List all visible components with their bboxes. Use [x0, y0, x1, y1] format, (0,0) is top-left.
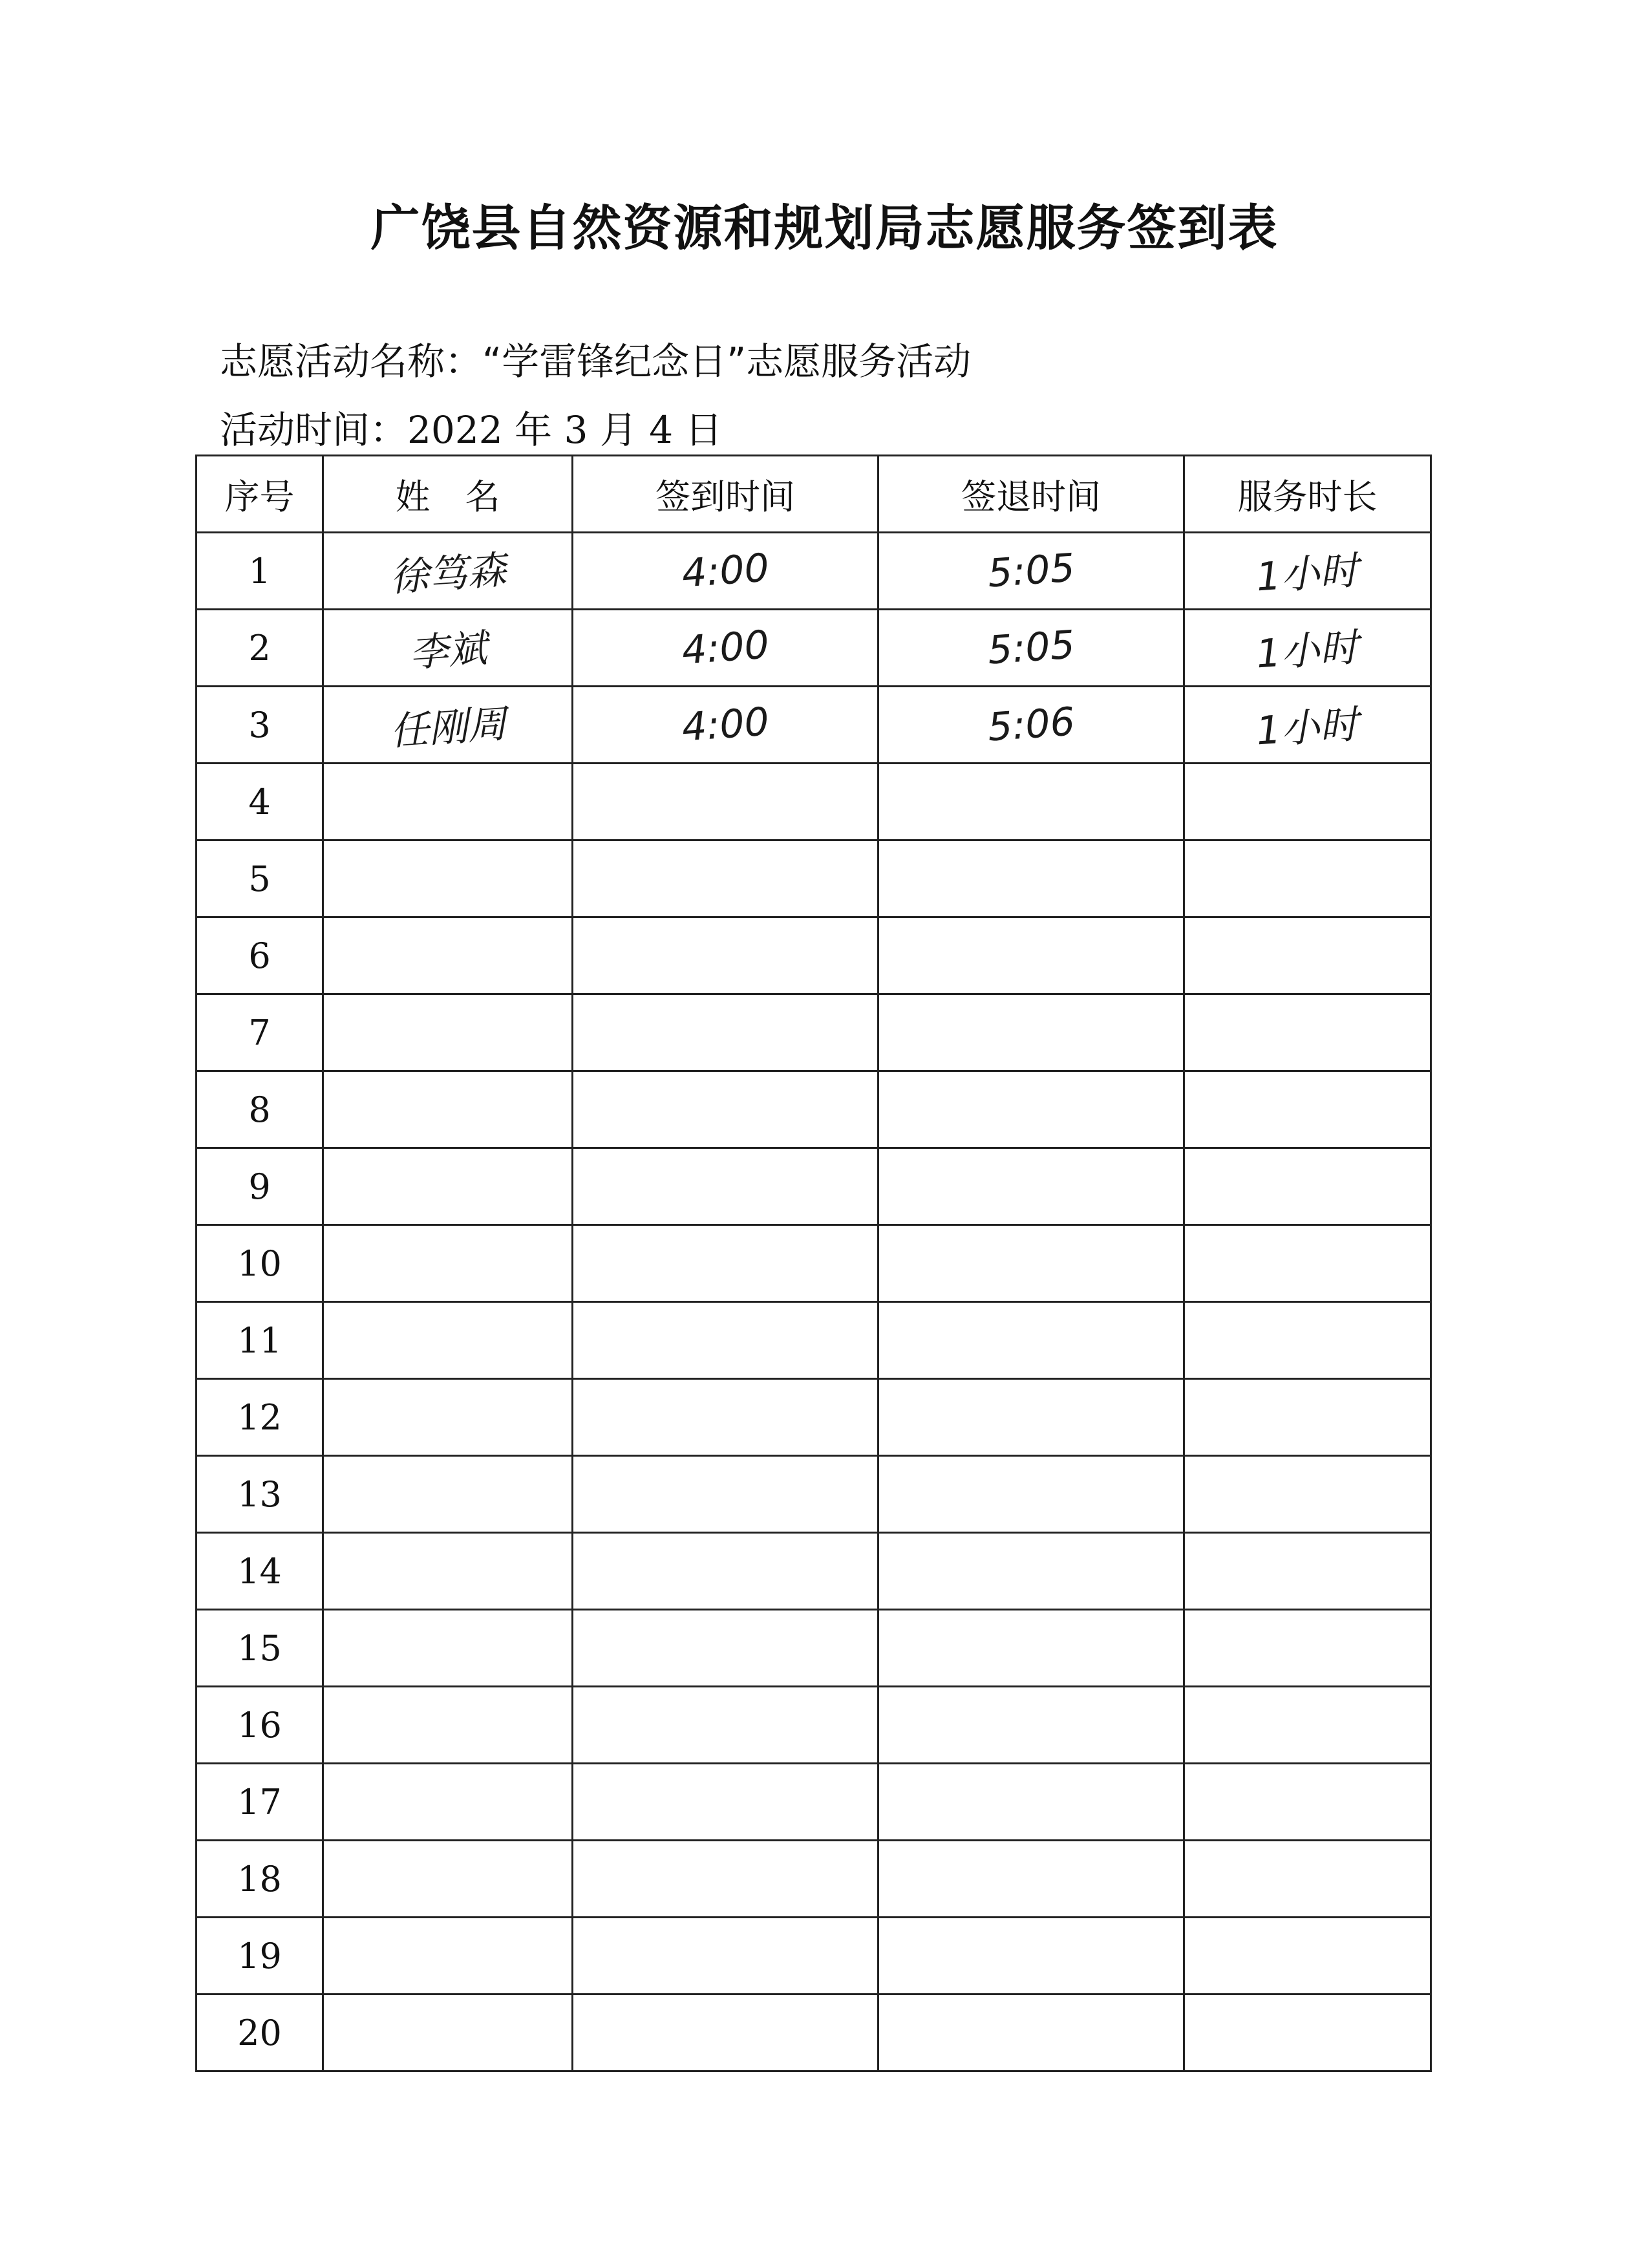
row-duration-cell — [1184, 687, 1431, 764]
row-sign-out-cell — [878, 994, 1184, 1071]
row-index-cell: 9 — [197, 1148, 323, 1225]
row-index-cell: 20 — [197, 1995, 323, 2071]
row-name-cell — [323, 1071, 573, 1148]
table-row — [197, 764, 1431, 840]
row-index-cell: 4 — [197, 764, 323, 840]
row-duration-cell — [1184, 1995, 1431, 2071]
row-sign-in-cell — [573, 1456, 878, 1533]
row-index-cell: 5 — [197, 840, 323, 917]
table-row — [197, 1918, 1431, 1995]
row-sign-in-cell — [573, 764, 878, 840]
row-sign-out-cell — [878, 1302, 1184, 1379]
row-name-cell — [323, 1764, 573, 1841]
table-row — [197, 1995, 1431, 2071]
row-duration-cell — [1184, 1533, 1431, 1610]
row-sign-out-cell — [878, 1071, 1184, 1148]
table-row — [197, 1071, 1431, 1148]
table-row — [197, 840, 1431, 917]
row-duration-cell — [1184, 1071, 1431, 1148]
row-name-cell — [323, 1918, 573, 1995]
row-name-cell — [323, 764, 573, 840]
row-sign-in-cell — [573, 1995, 878, 2071]
row-name-cell — [323, 1995, 573, 2071]
row-duration-cell — [1184, 533, 1431, 610]
table-row — [197, 917, 1431, 994]
row-duration-cell — [1184, 994, 1431, 1071]
row-sign-in-cell — [573, 994, 878, 1071]
row-sign-out-cell — [878, 1533, 1184, 1610]
row-name-handwriting: 徐笃森 — [388, 547, 508, 601]
row-duration-cell — [1184, 1764, 1431, 1841]
row-sign-out-cell — [878, 1610, 1184, 1687]
row-sign-out-cell — [878, 1456, 1184, 1533]
table-row — [197, 533, 1431, 610]
row-index-cell: 10 — [197, 1225, 323, 1302]
row-index-cell: 12 — [197, 1379, 323, 1456]
row-duration-cell — [1184, 1687, 1431, 1764]
row-name-cell — [323, 1610, 573, 1687]
table-row — [197, 610, 1431, 687]
row-sign-out-cell — [878, 1148, 1184, 1225]
row-sign-out-cell — [878, 917, 1184, 994]
row-sign-in-cell — [573, 1071, 878, 1148]
row-name-cell — [323, 687, 573, 764]
row-sign-out-cell — [878, 1379, 1184, 1456]
row-name-cell — [323, 840, 573, 917]
row-sign-out-handwriting: 5:05 — [986, 545, 1076, 597]
row-sign-out-cell — [878, 1918, 1184, 1995]
row-sign-out-cell — [878, 840, 1184, 917]
row-sign-in-cell — [573, 1610, 878, 1687]
row-duration-cell — [1184, 1610, 1431, 1687]
table-row — [197, 687, 1431, 764]
table-row — [197, 1456, 1431, 1533]
row-duration-cell — [1184, 1456, 1431, 1533]
row-index-cell: 7 — [197, 994, 323, 1071]
row-name-cell — [323, 1687, 573, 1764]
header-sign-in-time: 签到时间 — [573, 456, 878, 533]
row-sign-in-cell — [573, 1841, 878, 1918]
row-sign-in-cell — [573, 1533, 878, 1610]
row-duration-cell — [1184, 610, 1431, 687]
row-sign-in-cell — [573, 1764, 878, 1841]
row-sign-in-cell — [573, 1148, 878, 1225]
row-duration-handwriting: 1小时 — [1255, 625, 1361, 678]
row-name-cell — [323, 533, 573, 610]
activity-date-line — [220, 400, 723, 454]
header-service-duration: 服务时长 — [1184, 456, 1431, 533]
row-index-cell: 19 — [197, 1918, 323, 1995]
activity-date-value: 2022 年 3 月 4 日 — [407, 408, 723, 452]
activity-date-label: 活动时间： — [220, 408, 408, 452]
row-sign-in-handwriting: 4:00 — [680, 545, 771, 597]
activity-name-label: 志愿活动名称： — [220, 339, 483, 383]
row-sign-in-cell — [573, 533, 878, 610]
row-duration-cell — [1184, 840, 1431, 917]
row-name-handwriting: 任刚周 — [388, 701, 508, 755]
header-name: 姓 名 — [323, 456, 573, 533]
row-duration-cell — [1184, 1302, 1431, 1379]
row-sign-out-cell — [878, 1687, 1184, 1764]
document-title: 广饶县自然资源和规划局志愿服务签到表 — [370, 199, 1279, 257]
row-name-cell — [323, 1456, 573, 1533]
row-sign-in-handwriting: 4:00 — [680, 622, 771, 674]
row-duration-handwriting: 1小时 — [1255, 701, 1361, 754]
row-sign-out-handwriting: 5:05 — [986, 622, 1076, 674]
activity-name-line — [220, 331, 971, 385]
row-sign-in-cell — [573, 1302, 878, 1379]
row-sign-out-cell — [878, 764, 1184, 840]
row-sign-out-cell — [878, 1841, 1184, 1918]
row-name-cell — [323, 1302, 573, 1379]
row-sign-out-cell — [878, 533, 1184, 610]
row-name-cell — [323, 994, 573, 1071]
row-index-cell: 14 — [197, 1533, 323, 1610]
row-sign-in-cell — [573, 1687, 878, 1764]
row-index-cell: 17 — [197, 1764, 323, 1841]
table-row — [197, 1302, 1431, 1379]
row-sign-out-cell — [878, 687, 1184, 764]
table-row — [197, 1379, 1431, 1456]
row-name-cell — [323, 1379, 573, 1456]
row-sign-in-handwriting: 4:00 — [680, 699, 771, 751]
row-index-cell: 11 — [197, 1302, 323, 1379]
table-row — [197, 1148, 1431, 1225]
row-index-cell: 2 — [197, 610, 323, 687]
activity-name-value: “学雷锋纪念日”志愿服务活动 — [482, 339, 972, 383]
row-sign-in-cell — [573, 1379, 878, 1456]
row-index-cell: 6 — [197, 917, 323, 994]
row-sign-out-cell — [878, 1764, 1184, 1841]
sign-in-table — [195, 455, 1432, 2072]
table-row — [197, 1533, 1431, 1610]
row-sign-out-cell — [878, 1995, 1184, 2071]
header-sign-out-time: 签退时间 — [878, 456, 1184, 533]
row-index-cell: 18 — [197, 1841, 323, 1918]
row-duration-cell — [1184, 917, 1431, 994]
row-index-cell: 1 — [197, 533, 323, 610]
row-name-cell — [323, 1148, 573, 1225]
row-sign-in-cell — [573, 917, 878, 994]
table-row — [197, 1687, 1431, 1764]
row-sign-in-cell — [573, 610, 878, 687]
row-index-cell: 3 — [197, 687, 323, 764]
row-sign-out-handwriting: 5:06 — [986, 699, 1076, 751]
row-name-cell — [323, 1225, 573, 1302]
row-duration-cell — [1184, 1148, 1431, 1225]
row-name-handwriting: 李斌 — [407, 625, 489, 677]
row-name-cell — [323, 917, 573, 994]
row-sign-in-cell — [573, 1225, 878, 1302]
row-index-cell: 8 — [197, 1071, 323, 1148]
table-row — [197, 1764, 1431, 1841]
row-sign-in-cell — [573, 687, 878, 764]
row-name-cell — [323, 1533, 573, 1610]
row-sign-in-cell — [573, 1918, 878, 1995]
row-index-cell: 15 — [197, 1610, 323, 1687]
table-body — [197, 533, 1431, 2071]
row-index-cell: 16 — [197, 1687, 323, 1764]
header-index: 序号 — [197, 456, 323, 533]
row-duration-cell — [1184, 1225, 1431, 1302]
row-duration-cell — [1184, 1841, 1431, 1918]
row-index-cell: 13 — [197, 1456, 323, 1533]
row-name-cell — [323, 1841, 573, 1918]
table-row — [197, 1610, 1431, 1687]
row-sign-out-cell — [878, 1225, 1184, 1302]
row-duration-cell — [1184, 764, 1431, 840]
row-sign-out-cell — [878, 610, 1184, 687]
row-sign-in-cell — [573, 840, 878, 917]
row-duration-handwriting: 1小时 — [1255, 548, 1361, 601]
row-duration-cell — [1184, 1918, 1431, 1995]
table-row — [197, 1841, 1431, 1918]
table-header-row — [197, 456, 1431, 533]
table-row — [197, 994, 1431, 1071]
row-name-cell — [323, 610, 573, 687]
table-row — [197, 1225, 1431, 1302]
row-duration-cell — [1184, 1379, 1431, 1456]
